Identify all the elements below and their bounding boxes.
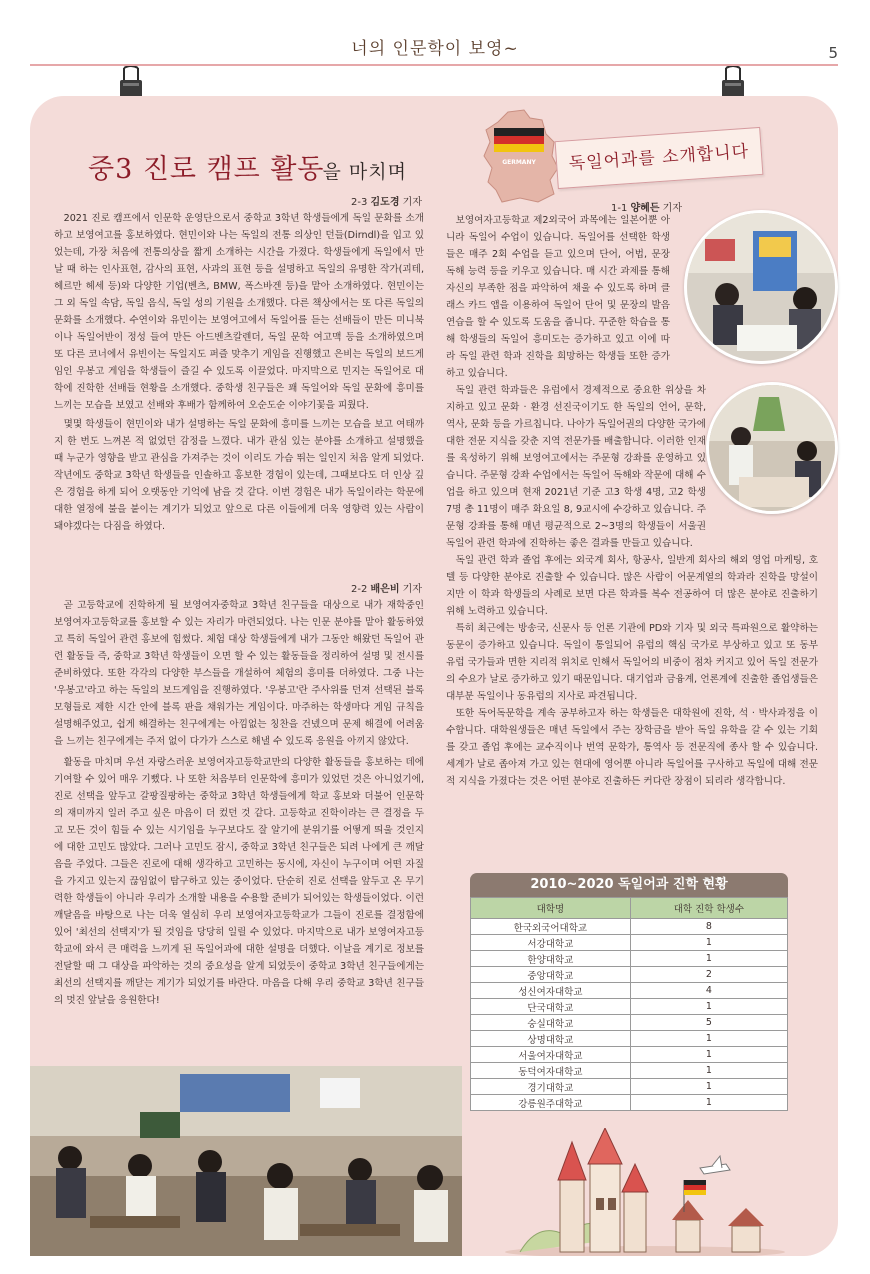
byline-name: 김도경: [370, 197, 400, 208]
table-cell: 1: [630, 951, 787, 967]
classroom-photo-2: [706, 382, 838, 514]
table-row: [471, 1015, 788, 1031]
byline-article-1: [300, 193, 422, 208]
table-cell: 4: [630, 983, 787, 999]
table-row: [471, 935, 788, 951]
table-row: [471, 999, 788, 1015]
table-cell: 1: [630, 1095, 787, 1111]
paragraph: 독일 관련 학과들은 유럽에서 경제적으로 중요한 위상을 차지하고 있고 문화 · 환경 선진국이기도 한 독일의 언어, 문학, 역사, 문화 등을 가르칩니다. 나아가 독일어권의 다양한 국가에 대한 전문 지식을 갖춘 지역 전문가를 배출합니다. 이러한 인재를 육성하기 위해 보영여고에서는 주문형 강좌를 운영하고 있습니다. 주문형 강좌 수업에서는 독일어 독해와 작문에 대해 수업을 하고 있으며 현재 2021년 기준 고3 학생 4명, 고2 학생 7명 총 11명이 매주 화요일 8, 9교시에 수강하고 있습니다. 주문형 강좌를 통해 매년 평균적으로 2~3명의 학생들이 서울권 독일어 관련 학과에 진학하는 좋은 결과를 만들고 있습니다.: [446, 385, 706, 549]
paragraph: 몇몇 학생들이 현민이와 내가 설명하는 독일 문화에 흥미를 느끼는 모습을 보고 여태까지 한 번도 느껴본 적 없었던 감정을 느꼈다. 내가 관심 있는 분야를 소개하고 설명했을 때 누군가 영향을 받고 관심을 가져주는 것이 이리도 가슴 뛰는 일인지 처음 알게 되었다. 작년에도 중학교 3학년 학생들을 인솔하고 홍보한 경험이 있는데, 그때보다도 더 인상 깊은 경험을 하게 되어 오랫동안 기억에 남을 것 같다. 이번 경험은 내가 독일이라는 학문에 대한 열정에 불을 붙이는 계기가 되었고 앞으로 다른 이들에게 더욱 영향력 있는 사람이 돼야겠다는 다짐을 하였다.: [54, 419, 424, 532]
table-row: [471, 1079, 788, 1095]
article-2-body: [54, 597, 424, 1009]
table-cell: 숭실대학교: [471, 1015, 631, 1031]
byline-class: 2-2: [350, 584, 368, 595]
table-row: [471, 983, 788, 999]
admission-table: [470, 873, 788, 1111]
classroom-photo-1: [684, 210, 838, 364]
paragraph: 보영여자고등학교 제2외국어 과목에는 일본어뿐 아니라 독일어 수업이 있습니다. 독일어를 선택한 학생들은 매주 2회 수업을 듣고 있으며 단어, 어법, 문장 독해 능력 등을 키우고 있습니다. 매 시간 과제를 통해 자신의 부족한 점을 파악하여 채울 수 있도록 하며 클래스 카드 앱을 이용하여 독일어 단어 및 문장의 발음 연습을 할 수 있도록 도움을 줍니다. 꾸준한 학습을 통해 학생들의 독일어 흥미도는 증가하고 있고 이에 따라 독일 관련 학과 진학을 희망하는 학생들 또한 증가하고 있습니다.: [446, 215, 670, 379]
table-cell: 서강대학교: [471, 935, 631, 951]
article-1-body: [54, 210, 424, 535]
admission-data-table: [470, 897, 788, 1111]
table-cell: 경기대학교: [471, 1079, 631, 1095]
byline-role: 기자: [662, 203, 682, 214]
table-row: [471, 1031, 788, 1047]
byline-name: 배은비: [370, 584, 400, 595]
table-row: [471, 1063, 788, 1079]
paragraph: 활동을 마치며 우선 자랑스러운 보영여자고등학교만의 다양한 활동들을 홍보하는 데에 기여할 수 있어 매우 기뻤다. 나 또한 처음부터 인문학에 흥미가 있었던 것은 아니었기에, 진로 선택을 앞두고 갈팡질팡하는 중학교 3학년 학생들에게 학교 홍보와 더불어 인문학의 재미까지 일러 주고 싶은 마음이 더 컸던 것 같다. 고등학교 진학이라는 큰 결정을 두고 모든 것이 힘들 수 있는 시기임을 누구보다도 잘 알기에 분위기를 어떻게 띄울 것인지에 대한 고민도 많았다. 그러나 고민도 잠시, 중학교 3학년 친구들은 되려 나에게 큰 깨달음을 주었다. 그들은 진로에 대해 생각하고 고민하는 동시에, 자신이 누구이며 어떤 자질을 가지고 있는지 끊임없이 탐구하고 있는 중이었다. 단순히 진로 선택을 앞두고 온 무기력한 학생들이 아니라 우리가 소개할 내용을 수용할 준비가 되어있는 학생들이었다. 이런 깨달음을 바탕으로 나는 더욱 열심히 우리 보영여자고등학교가 그들이 진로를 결정함에 있어 '최선의 선택지'가 될 것임을 당당히 일릴 수 있었다. 마지막으로 내가 보영여자고등학교에 와서 큰 매력을 느끼게 된 독일어과에 대한 설명을 더했다. 이날을 계기로 정보를 전달할 때 그 대상을 파악하는 것의 중요성을 알게 되었듯이 중학교 3학년 친구들에게는 최선의 선택지를 깨닫는 계기가 되었기를 바란다. 마음을 다해 우리 중학교 3학년 친구들의 멋진 앞날을 응원한다!: [54, 757, 424, 1006]
paragraph: 또한 독어독문학을 계속 공부하고자 하는 학생들은 대학원에 진학, 석 · 박사과정을 이수합니다. 대학원생들은 매년 독일에서 주는 장학금을 받아 독일 유학을 갈 수 있는 기회를 갖고 졸업 후에는 교수직이나 번역 문학가, 통역사 등 전문직에 종사 할 수 있습니다. 세계가 날로 좁아져 가고 있는 현대에 영어뿐 아니라 독일어를 구사하고 독일에 대해 전문적 지식을 가졌다는 것은 어떤 분야로 진출하든 커다란 장점이 되리라 생각합니다.: [446, 708, 818, 787]
page-number: 5: [828, 44, 838, 62]
left-article-title: [88, 147, 407, 186]
castle-illustration-icon: [500, 1128, 790, 1256]
table-cell: 8: [630, 919, 787, 935]
map-label: GERMANY: [502, 159, 536, 166]
table-cell: 2: [630, 967, 787, 983]
title-main: 중3 진로 캠프 활동: [88, 154, 325, 185]
banner-text: 독일어과를 소개합니다: [568, 141, 750, 175]
table-cell: 한국외국어대학교: [471, 919, 631, 935]
table-title: 2010~2020 독일어과 진학 현황: [470, 873, 788, 897]
column-header: 대학명: [471, 898, 631, 919]
table-row: [471, 967, 788, 983]
paragraph: 특히 최근에는 방송국, 신문사 등 언론 기관에 PD와 기자 및 외국 특파원으로 활약하는 동문이 증가하고 있습니다. 독일이 통일되어 유럽의 핵심 국가로 부상하고 있고 또 동부 유럽 국가들과 면한 지리적 위치로 인해서 독일어의 비중이 점차 커지고 있어 독일 전문가의 수요가 날로 증가하고 있기 때문입니다. 대기업과 금융계, 언론계에 진출한 졸업생들은 대부분 독일이나 동유럽의 지사로 파견됩니다.: [446, 623, 818, 702]
table-cell: 상명대학교: [471, 1031, 631, 1047]
table-cell: 동덕여자대학교: [471, 1063, 631, 1079]
byline-article-2: [300, 580, 422, 595]
table-cell: 단국대학교: [471, 999, 631, 1015]
paragraph: 독일 관련 학과 졸업 후에는 외국계 회사, 항공사, 일반계 회사의 해외 영업 마케팅, 호텔 등 다양한 분야로 진출할 수 있습니다. 많은 사람이 어문계열의 학과라 진학을 망설이지만 이 학과 학생들의 사례로 보면 다른 학과를 복수 전공하여 더 많은 분야로 진출하기 위해 노력하고 있습니다.: [446, 555, 818, 617]
byline-role: 기자: [402, 584, 422, 595]
germany-map-icon: [480, 108, 562, 204]
title-small: 을 마치며: [322, 161, 407, 183]
table-row: [471, 1047, 788, 1063]
table-cell: 1: [630, 935, 787, 951]
column-header: 대학 진학 학생수: [630, 898, 787, 919]
table-cell: 1: [630, 1079, 787, 1095]
table-cell: 1: [630, 1031, 787, 1047]
table-cell: 한양대학교: [471, 951, 631, 967]
header-title: 너의 인문학이 보영~: [351, 39, 519, 59]
table-row: [471, 951, 788, 967]
table-cell: 성신여자대학교: [471, 983, 631, 999]
table-cell: 5: [630, 1015, 787, 1031]
paragraph: 곧 고등학교에 진학하게 될 보영여자중학교 3학년 친구들을 대상으로 내가 재학중인 보영여자고등학교를 홍보할 수 있는 자리가 마련되었다. 나는 인문 분야를 맡아 활동하였고 특히 독일어 관련 홍보에 힘썼다. 체험 대상 학생들에게 내가 그동안 해왔던 독일어 관련 활동들 즉, 중학교 3학년 학생들이 오면 할 수 있는 활동들을 정리하여 설명 및 전시를 준비하였다. 또한 각각의 다양한 부스들을 개설하여 체험의 흥미를 더하였다. 그중 나는 '우봉고'라고 하는 독일의 보드게임을 진행하였다. '우봉고'란 주사위를 던져 선택된 블록 모형들로 제한 시간 안에 블록 판을 채워가는 게임이다. 마주하는 학생마다 게임 규칙을 설명해주었고, 쉽게 해결하는 친구에게는 아낌없는 칭찬을 건넸으며 문제 해결에 어려움을 느끼는 친구에게는 주저 없이 다가가 스스로 해낼 수 있도록 응원을 아끼지 않았다.: [54, 600, 424, 747]
table-row: [471, 1095, 788, 1111]
byline-class: 1-1: [610, 203, 628, 214]
byline-name: 양혜든: [630, 203, 660, 214]
byline-role: 기자: [402, 197, 422, 208]
table-cell: 1: [630, 999, 787, 1015]
table-cell: 중앙대학교: [471, 967, 631, 983]
table-row: [471, 919, 788, 935]
table-header-row: [471, 898, 788, 919]
byline-class: 2-3: [350, 197, 368, 208]
table-cell: 1: [630, 1047, 787, 1063]
table-cell: 서울여자대학교: [471, 1047, 631, 1063]
table-cell: 1: [630, 1063, 787, 1079]
header-divider: [30, 64, 838, 66]
table-cell: 강릉원주대학교: [471, 1095, 631, 1111]
paragraph: 2021 진로 캠프에서 인문학 운영단으로서 중학교 3학년 학생들에게 독일 문화를 소개하고 보영여고를 홍보하였다. 현민이와 나는 독일의 전통 의상인 던들(Dirndl)을 입고 있었는데, 가장 처음에 전통의상을 짧게 소개하는 시간을 가졌다. 학생들에게 독일에서 만날 때 하는 인사표현, 감사의 표현, 사과의 표현 등을 설명하고 독일의 유명한 작가(괴테, 헤르만 헤세 등)와 다양한 기업(벤츠, BMW, 폭스바겐 등)을 맡아 소개하였다. 현민이는 그 외 독일 속담, 독일 음식, 독일 성의 기원을 소개했다. 다른 책상에서는 또 다른 독일의 문화를 소개했다. 수연이와 유민이는 보영여고에서 독일어를 듣는 선배들이 만든 미니북이나 독일어반이 정성 들여 만든 아드벤츠칼렌더, 독일 문학 여고맥 등을 소개하였으며 또 다른 코너에서 유빈이는 독일지도 퍼즐 맞추기 게임을 진행했고 은비는 독일의 보드게임인 우봉고 게임을 학생들이 즐길 수 있도록 이끌었다. 마지막으로 민지는 독일어로 대학에 진학한 선배들 현황을 소개했다. 중학생 친구들은 꽤 독일어와 독일 문화에 흥미를 느끼는 모습을 보였고 선배와 후배가 함께하여 오순도순 이야기꽃을 피웠다.: [54, 213, 424, 411]
camp-classroom-photo: [30, 1066, 462, 1256]
